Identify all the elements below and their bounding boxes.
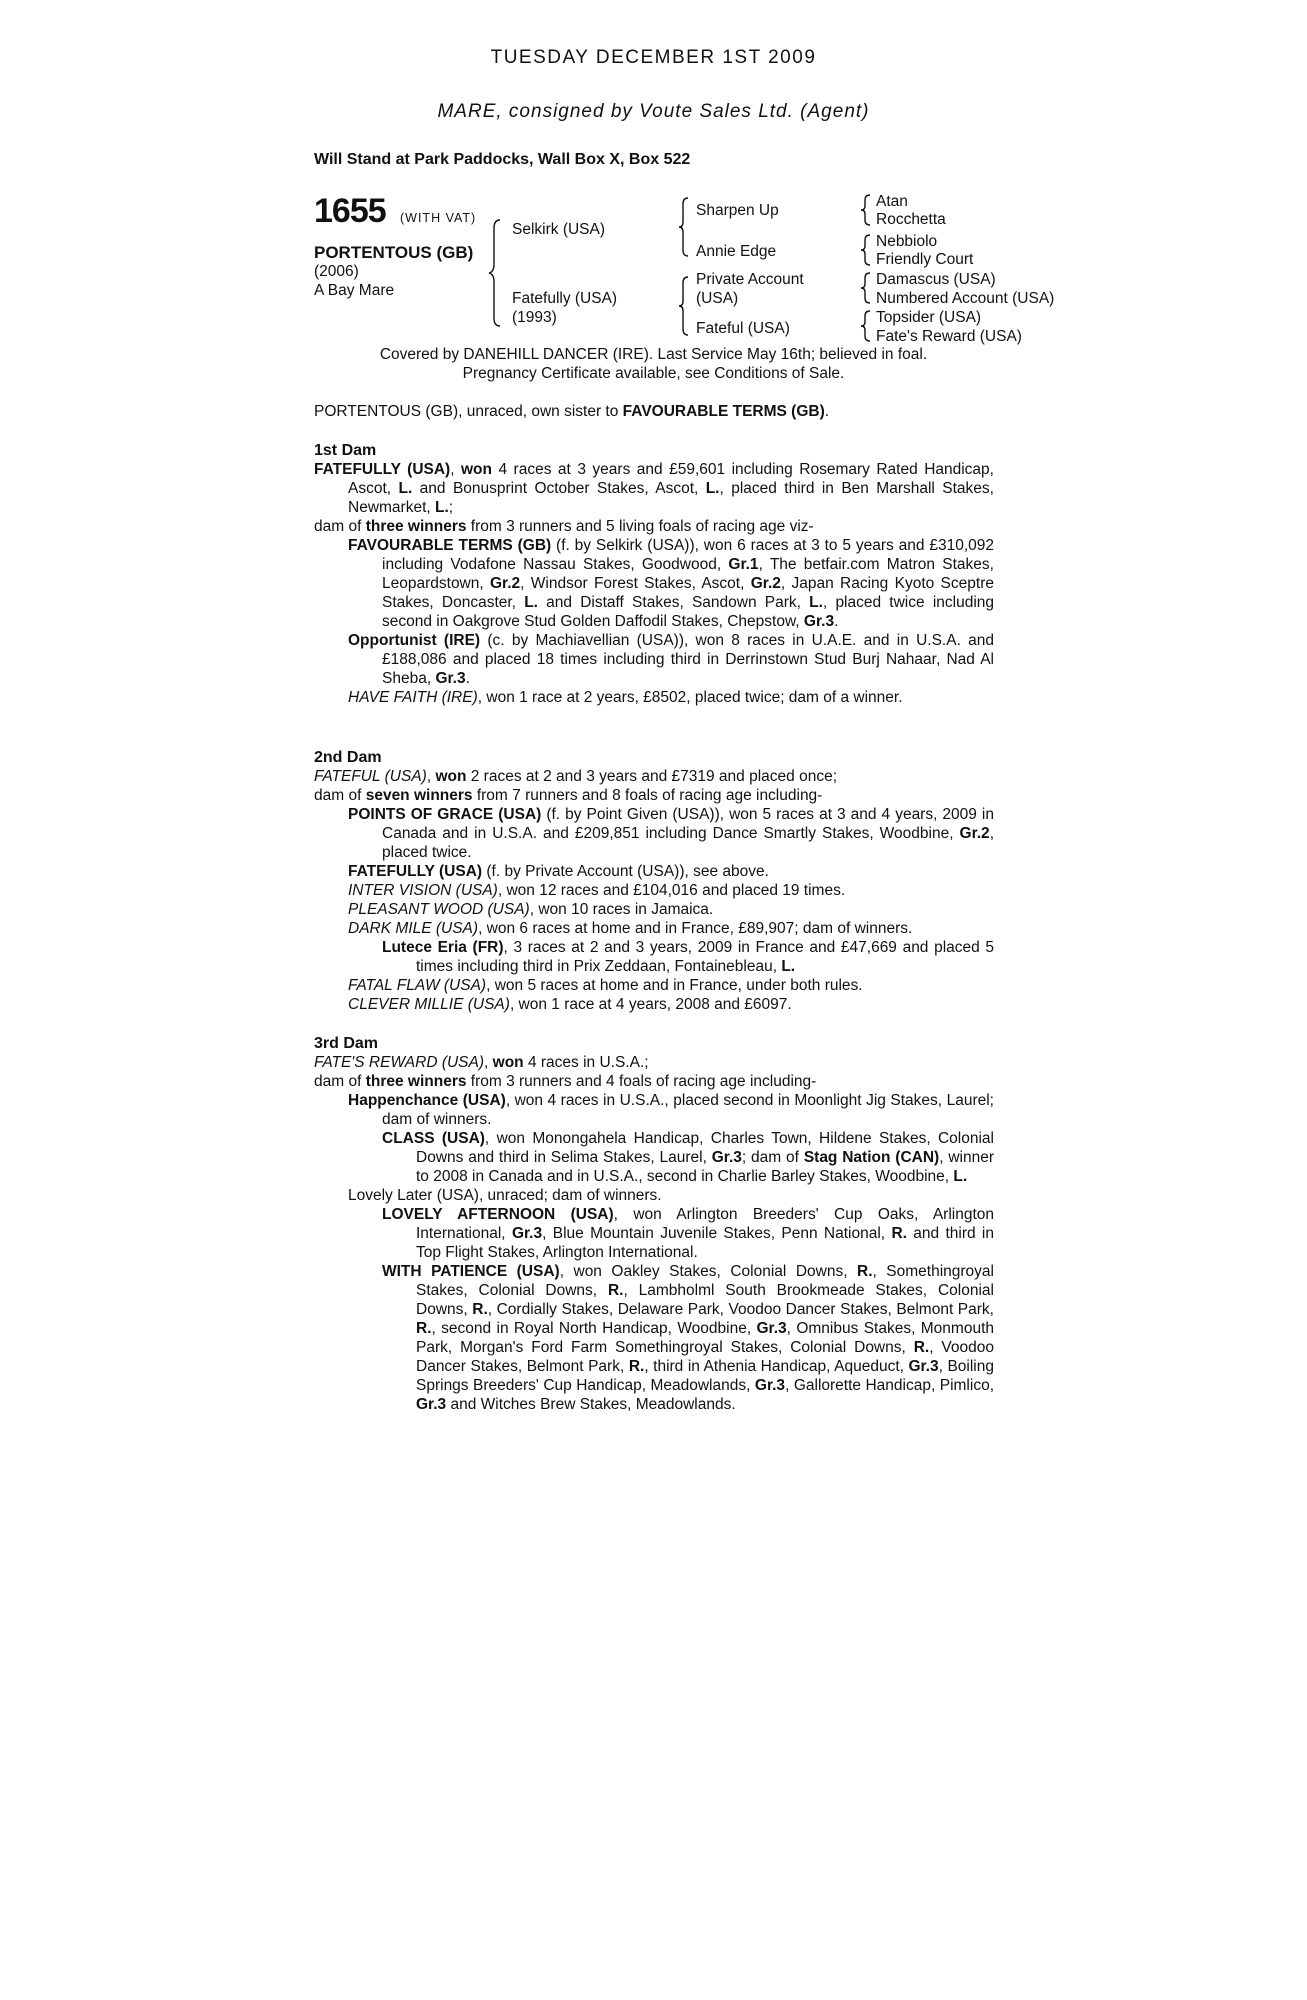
intro-text: PORTENTOUS (GB), unraced, own sister to bbox=[314, 403, 623, 420]
pedigree-dam-year: (1993) bbox=[512, 309, 557, 326]
covering-note bbox=[0, 345, 1307, 383]
produce-inter-vision: INTER VISION (USA), won 12 races and £104,016 and placed 19 times. bbox=[348, 882, 846, 899]
produce-points-of-grace: POINTS OF GRACE (USA) (f. by Point Given (USA)), won 5 races at 3 and 4 years, 2009 in Canada and in U.S.A. and £209,851 including Dance Smartly Stakes, Woodbine, Gr.2, placed twice. bbox=[348, 806, 994, 861]
first-dam-entry: FATEFULLY (USA), won 4 races at 3 years and £59,601 including Rosemary Rated Handicap, Ascot, L. and Bonusprint October Stakes, Ascot, L., placed third in Ben Marshall Stakes, Newmarket, L.; bbox=[314, 461, 994, 516]
horse-year: (2006) bbox=[314, 263, 359, 280]
horse-name: PORTENTOUS (GB) bbox=[314, 243, 474, 262]
sale-date: TUESDAY DECEMBER 1ST 2009 bbox=[490, 47, 817, 68]
consignment-line: MARE, consigned by Voute Sales Ltd. (Agent) bbox=[437, 101, 870, 122]
pedigree-brace-sire bbox=[678, 196, 690, 258]
produce-pleasant-wood: PLEASANT WOOD (USA), won 10 races in Jamaica. bbox=[348, 901, 714, 918]
pedigree-brace-main bbox=[488, 218, 502, 328]
third-dam-produce-summary: dam of three winners from 3 runners and 4 foals of racing age including- bbox=[314, 1073, 817, 1090]
first-dam-section bbox=[314, 441, 994, 707]
second-dam-produce-summary: dam of seven winners from 7 runners and 8 foals of racing age including- bbox=[314, 787, 823, 804]
pedigree-dam: Fatefully (USA) bbox=[512, 290, 618, 307]
produce-happenchance: Happenchance (USA), won 4 races in U.S.A., placed second in Moonlight Jig Stakes, Laurel; dam of winners. bbox=[348, 1092, 994, 1128]
first-dam-produce-summary: dam of three winners from 3 runners and 5 living foals of racing age viz- bbox=[314, 518, 814, 535]
produce-class: CLASS (USA), won Monongahela Handicap, Charles Town, Hildene Stakes, Colonial Downs and third in Selima Stakes, Laurel, Gr.3; dam of Stag Nation (CAN), winner to 2008 in Canada and in U.S.A., second in Charlie Barley Stakes, Woodbine, L. bbox=[382, 1130, 994, 1185]
intro-bold: FAVOURABLE TERMS (GB) bbox=[622, 403, 825, 420]
intro-line bbox=[314, 402, 994, 421]
pedigree-brace-gg2 bbox=[860, 233, 872, 267]
produce-have-faith: HAVE FAITH (IRE), won 1 race at 2 years, £8502, placed twice; dam of a winner. bbox=[348, 689, 903, 706]
pedigree-gg-6: Numbered Account (USA) bbox=[876, 290, 1055, 307]
second-dam-section bbox=[314, 748, 994, 1014]
pedigree-gg-2: Rocchetta bbox=[876, 211, 946, 228]
pedigree-sire-sire: Sharpen Up bbox=[696, 202, 779, 219]
third-dam-section bbox=[314, 1034, 994, 1414]
produce-lovely-afternoon: LOVELY AFTERNOON (USA), won Arlington Breeders' Cup Oaks, Arlington International, Gr.3, Blue Mountain Juvenile Stakes, Penn National, R. and third in Top Flight Stakes, Arlington International. bbox=[382, 1206, 994, 1261]
produce-lovely-later: Lovely Later (USA), unraced; dam of winners. bbox=[348, 1187, 662, 1204]
third-dam-entry: FATE'S REWARD (USA), won 4 races in U.S.A.; bbox=[314, 1054, 649, 1071]
horse-description: A Bay Mare bbox=[314, 282, 395, 299]
pedigree-gg-4: Friendly Court bbox=[876, 251, 974, 268]
second-dam-heading: 2nd Dam bbox=[314, 749, 382, 766]
covering-line-1: Covered by DANEHILL DANCER (IRE). Last Service May 16th; believed in foal. bbox=[379, 346, 928, 363]
produce-fatal-flaw: FATAL FLAW (USA), won 5 races at home and in France, under both rules. bbox=[348, 977, 863, 994]
pedigree-dam-sire-country: (USA) bbox=[696, 290, 739, 307]
pedigree-gg-8: Fate's Reward (USA) bbox=[876, 328, 1022, 345]
vat-note: (WITH VAT) bbox=[400, 211, 477, 225]
pedigree-dam-dam: Fateful (USA) bbox=[696, 320, 790, 337]
pedigree-gg-1: Atan bbox=[876, 193, 908, 210]
pedigree-gg-3: Nebbiolo bbox=[876, 233, 938, 250]
pedigree-sire: Selkirk (USA) bbox=[512, 221, 606, 238]
intro-end: . bbox=[824, 403, 830, 420]
pedigree-dam-sire: Private Account bbox=[696, 271, 804, 288]
pedigree-sire-dam: Annie Edge bbox=[696, 243, 777, 260]
produce-clever-millie: CLEVER MILLIE (USA), won 1 race at 4 years, 2008 and £6097. bbox=[348, 996, 792, 1013]
produce-lutece-eria: Lutece Eria (FR), 3 races at 2 and 3 years, 2009 in France and £47,669 and placed 5 times including third in Prix Zeddaan, Fontainebleau, L. bbox=[382, 939, 995, 975]
third-dam-heading: 3rd Dam bbox=[314, 1035, 379, 1052]
second-dam-entry: FATEFUL (USA), won 2 races at 2 and 3 years and £7319 and placed once; bbox=[314, 768, 837, 785]
produce-with-patience: WITH PATIENCE (USA), won Oakley Stakes, Colonial Downs, R., Somethingroyal Stakes, Colonial Downs, R., Lambholml South Brookmeade Stakes, Colonial Downs, R., Cordially Stakes, Delaware Park, Voodoo Dancer Stakes, Belmont Park, R., second in Royal North Handicap, Woodbine, Gr.3, Omnibus Stakes, Monmouth Park, Morgan's Ford Farm Somethingroyal Stakes, Colonial Downs, R., Voodoo Dancer Stakes, Belmont Park, R., third in Athenia Handicap, Aqueduct, Gr.3, Boiling Springs Breeders' Cup Handicap, Meadowlands, Gr.3, Gallorette Handicap, Pimlico, Gr.3 and Witches Brew Stakes, Meadowlands. bbox=[382, 1263, 994, 1413]
pedigree-gg-7: Topsider (USA) bbox=[876, 309, 982, 326]
produce-fatefully: FATEFULLY (USA) (f. by Private Account (USA)), see above. bbox=[348, 863, 769, 880]
produce-opportunist: Opportunist (IRE) (c. by Machiavellian (USA)), won 8 races in U.A.E. and in U.S.A. and £188,086 and placed 18 times including third in Derrinstown Stud Burj Nahaar, Nad Al Sheba, Gr.3. bbox=[348, 632, 994, 687]
pedigree-brace-gg3 bbox=[860, 271, 872, 305]
covering-line-2: Pregnancy Certificate available, see Conditions of Sale. bbox=[462, 365, 845, 382]
pedigree-brace-gg4 bbox=[860, 309, 872, 343]
first-dam-heading: 1st Dam bbox=[314, 442, 377, 459]
pedigree-gg-5: Damascus (USA) bbox=[876, 271, 996, 288]
pedigree-brace-gg1 bbox=[860, 193, 872, 227]
lot-number: 1655 bbox=[314, 192, 386, 230]
stand-location: Will Stand at Park Paddocks, Wall Box X, Box 522 bbox=[314, 151, 691, 168]
pedigree-brace-dam bbox=[678, 275, 690, 337]
produce-dark-mile: DARK MILE (USA), won 6 races at home and in France, £89,907; dam of winners. bbox=[348, 920, 913, 937]
produce-favourable-terms: FAVOURABLE TERMS (GB) (f. by Selkirk (USA)), won 6 races at 3 to 5 years and £310,092 including Vodafone Nassau Stakes, Goodwood, Gr.1, The betfair.com Matron Stakes, Leopardstown, Gr.2, Windsor Forest Stakes, Ascot, Gr.2, Japan Racing Kyoto Sceptre Stakes, Doncaster, L. and Distaff Stakes, Sandown Park, L., placed twice including second in Oakgrove Stud Golden Daffodil Stakes, Chepstow, Gr.3. bbox=[348, 537, 994, 630]
